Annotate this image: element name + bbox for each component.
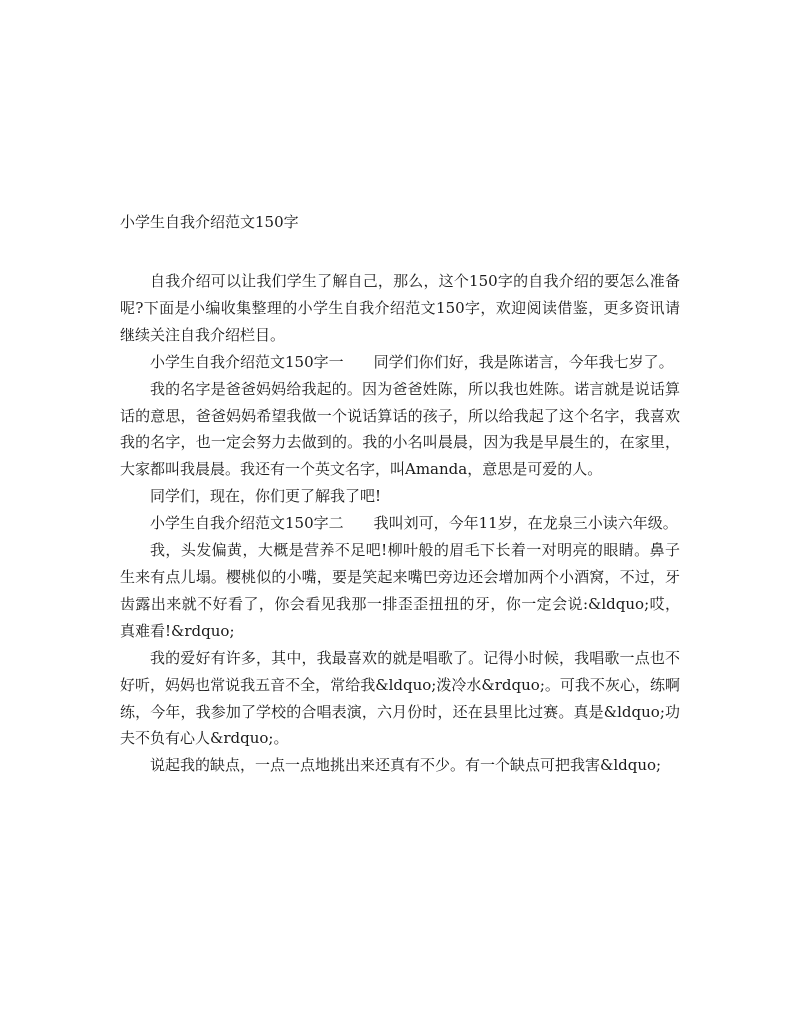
- paragraph-sample-two-heading: 小学生自我介绍范文150字二 我叫刘可，今年11岁，在龙泉三小读六年级。: [150, 514, 678, 533]
- paragraph-sample-one-heading: 小学生自我介绍范文150字一 同学们你们好，我是陈诺言，今年我七岁了。: [150, 352, 674, 371]
- paragraph-closing-one: 同学们，现在，你们更了解我了吧!: [150, 487, 382, 506]
- paragraph-intro: 自我介绍可以让我们学生了解自己，那么，这个150字的自我介绍的要怎么准备呢?下面是小编收集整理的小学生自我介绍范文150字，欢迎阅读借鉴，更多资讯请继续关注自我介绍栏目。: [120, 272, 680, 344]
- document-title: 小学生自我介绍范文150字: [120, 213, 299, 231]
- paragraph-name-story: 我的名字是爸爸妈妈给我起的。因为爸爸姓陈，所以我也姓陈。诺言就是说话算话的意思，爸爸妈妈希望我做一个说话算话的孩子，所以给我起了这个名字，我喜欢我的名字，也一定会努力去做到的。我的小名叫晨晨，因为我是早晨生的，在家里，大家都叫我晨晨。我还有一个英文名字，叫Amanda，意思是可爱的人。: [120, 379, 680, 479]
- paragraph-appearance: 我，头发偏黄，大概是营养不足吧!柳叶般的眉毛下长着一对明亮的眼睛。鼻子生来有点儿塌。樱桃似的小嘴，要是笑起来嘴巴旁边还会增加两个小酒窝，不过，牙齿露出来就不好看了，你会看见我那一排歪歪扭扭的牙，你一定会说:&ldquo;哎，真难看!&rdquo;: [120, 541, 680, 640]
- document-body: [120, 268, 680, 779]
- paragraph-shortcomings: 说起我的缺点，一点一点地挑出来还真有不少。有一个缺点可把我害&ldquo;: [150, 756, 662, 775]
- paragraph-hobby: 我的爱好有许多，其中，我最喜欢的就是唱歌了。记得小时候，我唱歌一点也不好听，妈妈也常说我五音不全，常给我&ldquo;泼冷水&rdquo;。可我不灰心，练啊练，今年，我参加了学校的合唱表演，六月份时，还在县里比过赛。真是&ldquo;功夫不负有心人&rdquo;。: [120, 648, 680, 748]
